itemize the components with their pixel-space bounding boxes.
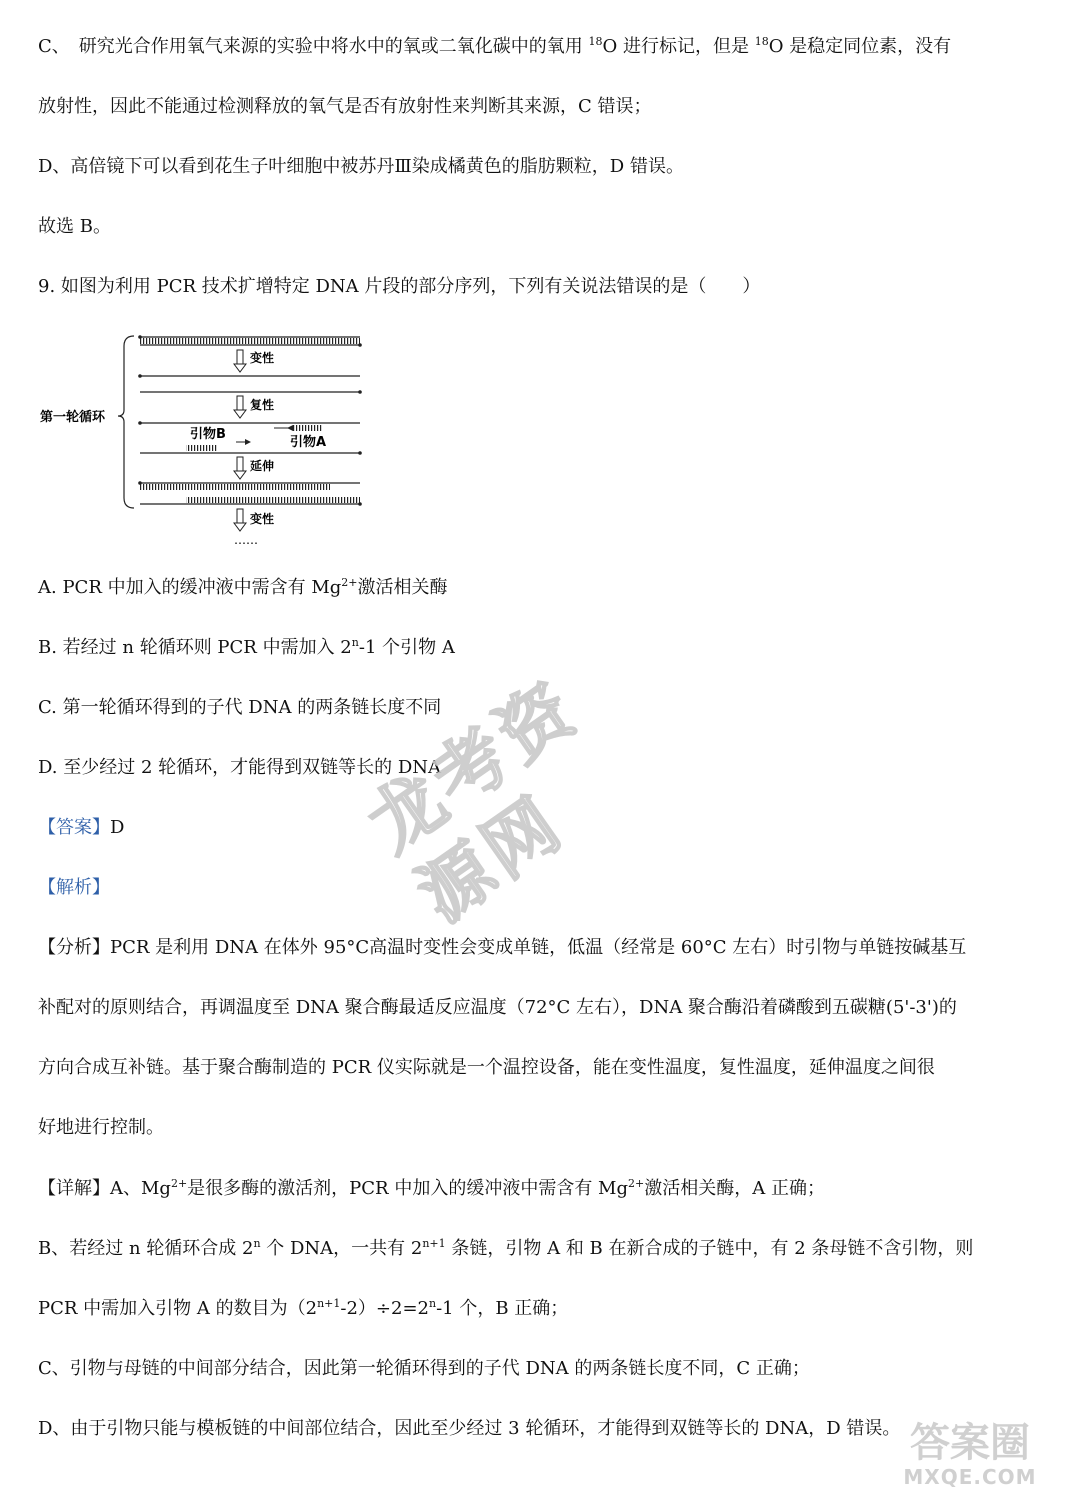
annealed-strands — [138, 421, 362, 455]
primer-a-label: 引物A — [290, 435, 327, 450]
corner-logo-url: MXQE.COM — [903, 1465, 1037, 1489]
step-arrow-denature-2 — [234, 509, 274, 531]
option-a: A. PCR 中加入的缓冲液中需含有 $Mg^{2+}$激活相关酶 — [38, 576, 448, 598]
dsdna-initial — [138, 335, 362, 347]
analysis-fenxi-line-2: 补配对的原则结合，再调温度至 DNA 聚合酶最适反应温度（72°C 左右），DNA 聚合酶沿着磷酸到五碳糖(5'-3')的 — [38, 997, 957, 1018]
cycle-bracket — [118, 336, 134, 508]
step-arrow-anneal — [234, 396, 274, 418]
step-denature-label: 变性 — [250, 351, 275, 365]
option-c-explanation-line-2: 放射性，因此不能通过检测释放的氧气是否有放射性来判断其来源，C 错误； — [38, 96, 652, 117]
watermark: 龙考资源网 — [353, 664, 594, 939]
analysis-fenxi-line-1: 【分析】PCR 是利用 DNA 在体外 95°C高温时变性会变成单链，低温（经常是 60°C 左右）时引物与单链按碱基互 — [38, 937, 967, 958]
ssdna-separated — [138, 374, 362, 394]
primer-b-label: 引物B — [190, 427, 226, 442]
option-c: C. 第一轮循环得到的子代 DNA 的两条链长度不同 — [38, 697, 442, 718]
detail-c: C、引物与母链的中间部分结合，因此第一轮循环得到的子代 DNA 的两条链长度不同，C 正确； — [38, 1358, 810, 1379]
corner-logo-big: 答案圈 — [910, 1420, 1030, 1466]
question-9: 9. 如图为利用 PCR 技术扩增特定 DNA 片段的部分序列，下列有关说法错误的是（ ） — [38, 276, 761, 297]
step-arrow-denature — [234, 350, 274, 372]
cycle-label: 第一轮循环 — [40, 410, 106, 425]
option-d: D. 至少经过 2 轮循环，才能得到双链等长的 DNA — [38, 757, 442, 778]
detail-d: D、由于引物只能与模板链的中间部位结合，因此至少经过 3 轮循环，才能得到双链等长的 DNA，D 错误。 — [38, 1418, 901, 1439]
detail-a: 【详解】A、$Mg^{2+}$是很多酶的激活剂，PCR 中加入的缓冲液中需含有 $Mg^{2+}$激活相关酶，A 正确； — [38, 1177, 825, 1199]
corner-logo — [870, 1421, 1070, 1491]
answer-label: 【答案】 — [38, 817, 110, 838]
step-extend-label: 延伸 — [250, 459, 275, 473]
primer-b-mark — [186, 445, 218, 451]
option-b: B. 若经过 n 轮循环则 PCR 中需加入 2$^n$-1 个引物 A — [38, 636, 455, 658]
step-anneal-label: 复性 — [250, 398, 275, 412]
select-answer: 故选 B。 — [38, 216, 111, 237]
option-c-explanation-line-1: C、 研究光合作用氧气来源的实验中将水中的氧或二氧化碳中的氧用 $^{18}$O 进行标记，但是 $^{18}$O 是稳定同位素，没有 — [38, 35, 952, 57]
pcr-cycle-diagram — [38, 320, 398, 550]
continuation-dots: …… — [234, 533, 258, 547]
answer-line — [38, 817, 124, 839]
step-arrow-extend — [234, 457, 274, 479]
detail-b-line-1: B、若经过 n 轮循环合成 2$^n$ 个 DNA，一共有 $2^{n+1}$ 条链，引物 A 和 B 在新合成的子链中，有 2 条母链不含引物，则 — [38, 1237, 974, 1259]
option-d-explanation: D、高倍镜下可以看到花生子叶细胞中被苏丹Ⅲ染成橘黄色的脂肪颗粒，D 错误。 — [38, 156, 684, 177]
analysis-fenxi-line-4: 好地进行控制。 — [38, 1117, 164, 1138]
analysis-fenxi-line-3: 方向合成互补链。基于聚合酶制造的 PCR 仪实际就是一个温控设备，能在变性温度，复性温度，延伸温度之间很 — [38, 1057, 935, 1078]
primer-a-mark — [292, 425, 322, 431]
step-denature-2-label: 变性 — [250, 512, 275, 526]
detail-b-line-2: PCR 中需加入引物 A 的数目为$(2^{n+1}-2)\div 2=2^n-1$ 个，B 正确； — [38, 1297, 569, 1319]
dsdna-product-2 — [140, 497, 362, 506]
dsdna-product-1 — [138, 481, 360, 490]
answer-value: D — [110, 817, 125, 838]
analysis-heading: 【解析】 — [38, 877, 110, 898]
